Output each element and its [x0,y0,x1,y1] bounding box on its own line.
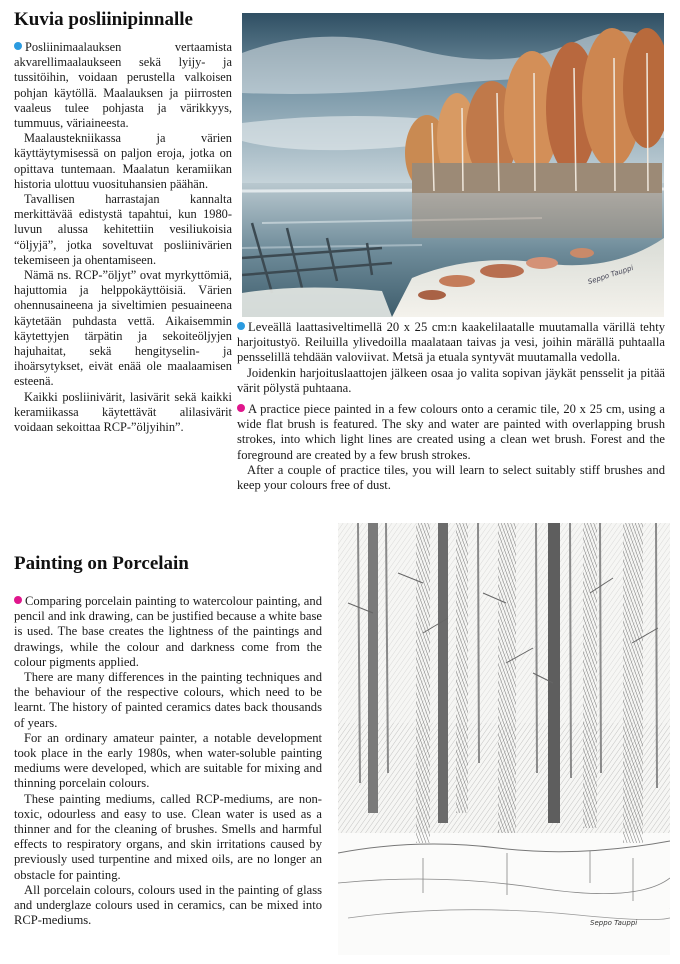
painting-signature: Seppo Tauppi [586,263,635,287]
english-paragraph: Comparing porcelain painting to watercolour painting, and pencil and ink drawing, can be justified because a white base is used. The base creates the lightness of the paintings and drawings, while the colour and darkness come from the colour pigments applied. [14,594,322,669]
english-paragraph: All porcelain colours, colours used in the painting of glass and underglaze colours used in ceramics, can be mixed into RCP-mediums. [14,882,322,928]
bullet-pink-icon [14,596,22,604]
finnish-paragraph: Kaikki posliinivärit, lasivärit sekä kaikki keramiikassa käytettävät alilasivärit voidaan sekoittaa RCP-”öljyihin”. [14,389,232,435]
english-title: Painting on Porcelain [14,553,189,574]
forest-pencil-drawing [338,523,670,955]
caption-en-paragraph: After a couple of practice tiles, you will learn to select suitably stiff brushes and keep your colours free of dust. [237,462,665,493]
english-paragraph: These painting mediums, called RCP-mediums, are non-toxic, odourless and easy to use. Clean water is used as a thinner and for the cleaning of brushes. Smells and harmful effects to respiratory organs, and skin irritations caused by previously used turpentine and mixed oils, are no longer an obstacle for painting. [14,791,322,882]
finnish-title: Kuvia posliinipinnalle [14,9,193,30]
finnish-paragraph: Maalaustekniikassa ja värien käyttäytymisessä on paljon eroja, jotka on opittava tuntemaan. Maalatun keramiikan historia ulottuu vuosituhansien päähän. [14,131,232,191]
caption-block [237,320,665,493]
caption-en-paragraph: A practice piece painted in a few colours onto a ceramic tile, 20 x 25 cm, using a wide flat brush is featured. The sky and water are painted with overlapping brush strokes, into which light lines are created using a clean wet brush. Forest and the foreground are created by a few brush strokes. [237,402,665,462]
english-paragraph: For an ordinary amateur painter, a notable development took place in the early 1980s, when water-soluble painting mediums were developed, which are suitable for mixing and thinning porcelain colours. [14,730,322,791]
english-body [14,594,322,928]
tile-painting-image [242,13,664,317]
finnish-paragraph: Nämä ns. RCP-”öljyt” ovat myrkyttömiä, hajuttomia ja helppokäyttöisiä. Värien ohennusaineena ja siveltimien pesuaineena käytetään puhdasta vettä. Aikaisemmin käytettyjen tärpätin ja sekoiteöljyjen hajuhaitat, sekä hengityselin- ja ihoärsytykset, eivät enää ole maalaamisen esteenä. [14,268,232,389]
lake-landscape-painting [242,13,664,317]
caption-fi-paragraph: Joidenkin harjoituslaattojen jälkeen osaa jo valita sopivan jäykät pensselit ja pitää värit pölystä puhtaana. [237,365,665,395]
forest-drawing-image [338,523,670,955]
bullet-blue-icon [237,322,245,330]
caption-fi-paragraph: Leveällä laattasiveltimellä 20 x 25 cm:n kaakelilaatalle muutamalla värillä tehty harjoitustyö. Reiluilla ylivedoilla maalataan taivas ja vesi, joihin märällä puhtaalla pensselillä tehdään valoviivat. Metsä ja etuala syntyvät muutamalla vedolla. [237,320,665,365]
english-paragraph: There are many differences in the painting techniques and the behaviour of the respective colours, which need to be learnt. The history of painted ceramics dates back thousands of years. [14,670,322,730]
bullet-blue-icon [14,42,22,50]
bullet-pink-icon [237,404,245,412]
finnish-paragraph: Posliinimaalauksen vertaamista akvarellimaalaukseen sekä lyijy- ja tussitöihin, voidaan perustella valkoisen pohjan käytöllä. Maalauksen ja piirrosten vaaleus tulee pohjasta ja värikkyys, tummuus, väriaineesta. [14,40,232,131]
finnish-body [14,40,232,435]
drawing-signature: Seppo Tauppi [590,919,638,927]
finnish-paragraph: Tavallisen harrastajan kannalta merkittävää edistystä tapahtui, kun 1980-luvun alussa kehitettiin vesiliukoisia “öljyjä”, jotka soveltuvat posliinivärien tekemiseen ja ohentamiseen. [14,192,232,267]
